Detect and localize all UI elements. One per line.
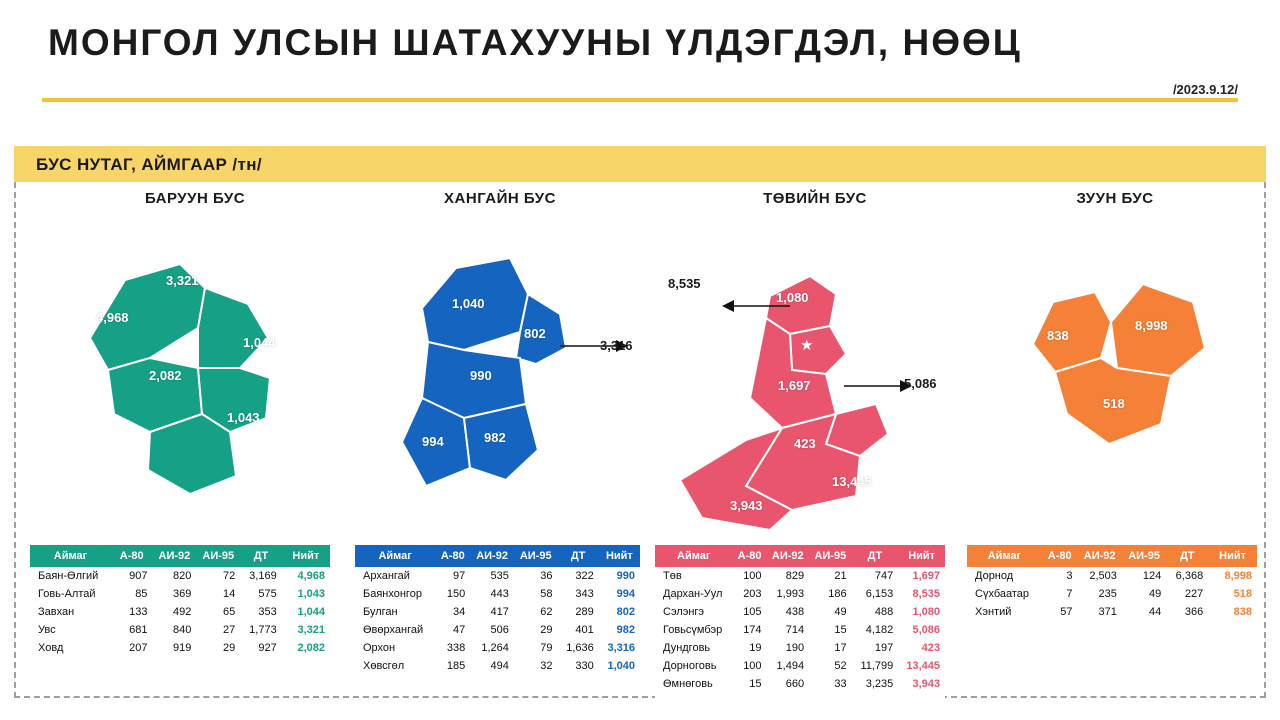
cell-ai95: 17 — [809, 639, 852, 657]
cell-a80: 2,013 — [111, 657, 152, 675]
cell-a80: 3 — [1042, 567, 1078, 585]
cell-niit: 982 — [599, 621, 640, 639]
cell-name: Говь-Алтай — [30, 585, 111, 603]
cell-ai95: 186 — [809, 585, 852, 603]
cell-niit: 838 — [1208, 603, 1257, 621]
cell-ai92: 506 — [470, 621, 514, 639]
col-dt: ДТ — [867, 550, 883, 562]
map-baruun — [30, 218, 360, 518]
cell-ai92: 369 — [152, 585, 196, 603]
cell-ai92: 919 — [152, 639, 196, 657]
cell-dt: 927 — [240, 639, 281, 657]
cell-ai92: 535 — [470, 567, 514, 585]
table-total-row — [967, 621, 1257, 639]
cell-a80: 34 — [435, 603, 470, 621]
table-tuv — [655, 545, 945, 711]
table-row — [355, 657, 640, 675]
cell-dt: 488 — [852, 603, 899, 621]
cell-dt: 401 — [558, 621, 599, 639]
map-value-tuv-1: 1,080 — [776, 290, 809, 305]
region-title-baruun: БАРУУН БУС — [144, 190, 246, 207]
cell-ai95: 36 — [514, 567, 558, 585]
cell-niit: 1,080 — [898, 603, 945, 621]
cell-ai95: 44 — [1122, 603, 1166, 621]
cell-dt: 289 — [558, 603, 599, 621]
col-niit: Нийт — [605, 550, 633, 562]
cell-ai92: 443 — [470, 585, 514, 603]
table-row — [30, 603, 330, 621]
table-row — [967, 585, 1257, 603]
cell-niit: 3,316 — [599, 639, 640, 657]
cell-niit: 5,086 — [898, 621, 945, 639]
cell-niit: 4,968 — [282, 567, 330, 585]
col-ai92: АИ-92 — [476, 550, 508, 562]
cell-a80: 100 — [733, 567, 767, 585]
cell-ai92: 1,993 — [767, 585, 810, 603]
cell-a80: 97 — [435, 567, 470, 585]
map-value-hangai-2: 802 — [524, 326, 546, 341]
map-value-zuun-1: 838 — [1047, 328, 1069, 343]
table-total-row — [355, 675, 640, 693]
cell-ai92: 820 — [152, 567, 196, 585]
cell-a80: 133 — [111, 603, 152, 621]
table-row — [30, 621, 330, 639]
cell-niit: 13,445 — [898, 657, 945, 675]
table-total-row — [30, 657, 330, 675]
cell-a80: 174 — [733, 621, 767, 639]
cell-ai95: 65 — [196, 603, 240, 621]
table-row — [655, 621, 945, 639]
cell-niit: 1,043 — [282, 585, 330, 603]
map-value-tuv-2: 1,697 — [778, 378, 811, 393]
table-row — [355, 621, 640, 639]
callout-value-tuv-right: 5,086 — [904, 376, 937, 391]
cell-a80: 85 — [111, 585, 152, 603]
map-value-hangai-5: 982 — [484, 430, 506, 445]
map-value-zuun-2: 8,998 — [1135, 318, 1168, 333]
cell-name: Дундговь — [655, 639, 733, 657]
col-niit: Нийт — [1219, 550, 1247, 562]
cell-name: Нийт — [655, 693, 733, 711]
map-value-hangai-4: 994 — [422, 434, 444, 449]
cell-a80: 105 — [733, 603, 767, 621]
cell-dt: 1,773 — [240, 621, 281, 639]
cell-name: Өмнөговь — [655, 675, 733, 693]
map-value-baruun-3: 1,044 — [243, 335, 276, 350]
cell-a80: 100 — [733, 657, 767, 675]
col-aimag: Аймаг — [987, 550, 1022, 562]
map-zuun — [975, 218, 1255, 518]
cell-niit: 3,321 — [282, 621, 330, 639]
header-bar — [0, 0, 1280, 105]
cell-ai95: 58 — [514, 585, 558, 603]
cell-ai95: 21 — [809, 567, 852, 585]
cell-dt: 330 — [558, 657, 599, 675]
cell-dt: 353 — [240, 603, 281, 621]
col-a80: А-80 — [440, 550, 465, 562]
cell-dt: 6,798 — [240, 657, 281, 675]
col-a80: А-80 — [1047, 550, 1072, 562]
cell-niit: 12,458 — [282, 657, 330, 675]
table-row — [655, 675, 945, 693]
cell-ai95: 124 — [1122, 567, 1166, 585]
cell-ai95: 14 — [196, 585, 240, 603]
cell-niit: 2,082 — [282, 639, 330, 657]
cell-name: Сүхбаатар — [967, 585, 1042, 603]
cell-name: Өвөрхангай — [355, 621, 435, 639]
table-row — [655, 639, 945, 657]
cell-ai92: 840 — [152, 621, 196, 639]
col-niit: Нийт — [292, 550, 320, 562]
cell-a80: 338 — [435, 639, 470, 657]
cell-ai95: 27 — [196, 621, 240, 639]
cell-ai95: 49 — [1122, 585, 1166, 603]
cell-dt: 6,368 — [1166, 567, 1208, 585]
col-ai95: АИ-95 — [1128, 550, 1160, 562]
cell-name: Булган — [355, 603, 435, 621]
table-row — [967, 603, 1257, 621]
cell-name: Хэнтий — [967, 603, 1042, 621]
cell-name: Төв — [655, 567, 733, 585]
cell-niit: 8,998 — [1208, 567, 1257, 585]
table-baruun — [30, 545, 330, 675]
table-hangai — [355, 545, 640, 693]
cell-a80: 47 — [435, 621, 470, 639]
col-aimag: Аймаг — [677, 550, 711, 562]
cell-ai92: 1,494 — [767, 657, 810, 675]
cell-ai92: 2,503 — [1077, 567, 1121, 585]
col-dt: ДТ — [1179, 550, 1195, 562]
cell-dt: 343 — [558, 585, 599, 603]
cell-ai92: 417 — [470, 603, 514, 621]
cell-a80: 716 — [733, 693, 767, 711]
table-row — [967, 567, 1257, 585]
callout-arrow-tuv-left — [720, 296, 792, 316]
col-ai92: АИ-92 — [771, 550, 804, 562]
section-label: БУС НУТАГ, АЙМГААР /тн/ — [36, 155, 263, 174]
cell-name: Дорноговь — [655, 657, 733, 675]
map-value-hangai-3: 990 — [470, 368, 492, 383]
table-row — [655, 603, 945, 621]
cell-ai92: 438 — [767, 603, 810, 621]
col-ai95: АИ-95 — [519, 550, 552, 562]
cell-name: Дорнод — [967, 567, 1042, 585]
cell-dt: 197 — [852, 639, 899, 657]
cell-dt: 747 — [852, 567, 899, 585]
cell-ai95: 216 — [1122, 621, 1166, 639]
map-hangai — [360, 218, 640, 518]
cell-dt: 366 — [1166, 603, 1208, 621]
date-label: /2023.9.12/ — [1172, 82, 1238, 97]
cell-a80: 203 — [733, 585, 767, 603]
title-divider — [42, 98, 1238, 102]
table-row — [655, 585, 945, 603]
map-value-baruun-1: 3,321 — [166, 273, 199, 288]
col-ai92: АИ-92 — [1083, 550, 1116, 562]
cell-name: Нийт — [967, 621, 1042, 639]
cell-name: Дархан-Уул — [655, 585, 733, 603]
table-row — [30, 567, 330, 585]
cell-ai95: 62 — [514, 603, 558, 621]
cell-dt: 227 — [1166, 585, 1208, 603]
region-title-zuun: ЗУУН БУС — [1076, 190, 1154, 207]
cell-a80: 907 — [111, 567, 152, 585]
cell-niit: 8,125 — [599, 675, 640, 693]
cell-ai92: 235 — [1077, 585, 1121, 603]
cell-ai92: 3,109 — [1077, 621, 1121, 639]
map-value-baruun-4: 2,082 — [149, 368, 182, 383]
cell-dt: 322 — [558, 567, 599, 585]
table-row — [355, 639, 640, 657]
cell-ai92: 1,264 — [470, 639, 514, 657]
cell-name: Баянхонгор — [355, 585, 435, 603]
col-a80: А-80 — [737, 550, 762, 562]
cell-ai95: 52 — [809, 657, 852, 675]
region-title-tuv: ТӨВИЙН БУС — [763, 190, 867, 207]
map-value-baruun-5: 1,043 — [227, 410, 260, 425]
map-value-tuv-3: 423 — [794, 436, 816, 451]
map-value-zuun-3: 518 — [1103, 396, 1125, 411]
cell-name: Архангай — [355, 567, 435, 585]
cell-niit: 1,697 — [898, 567, 945, 585]
cell-ai92: 190 — [767, 639, 810, 657]
cell-name: Нийт — [355, 675, 435, 693]
cell-niit: 990 — [599, 567, 640, 585]
cell-a80: 207 — [111, 639, 152, 657]
cell-dt: 1,636 — [558, 639, 599, 657]
cell-ai92: 3,659 — [470, 675, 514, 693]
cell-niit: 518 — [1208, 585, 1257, 603]
cell-ai95: 33 — [809, 675, 852, 693]
map-value-hangai-1: 1,040 — [452, 296, 485, 311]
col-ai92: АИ-92 — [158, 550, 191, 562]
cell-ai95: 294 — [514, 675, 558, 693]
cell-name: Завхан — [30, 603, 111, 621]
col-dt: ДТ — [570, 550, 586, 562]
table-row — [30, 639, 330, 657]
cell-niit: 3,943 — [898, 675, 945, 693]
table-row — [355, 603, 640, 621]
cell-niit: 994 — [599, 585, 640, 603]
cell-ai92: 492 — [152, 603, 196, 621]
callout-value-hangai: 3,316 — [600, 338, 633, 353]
cell-a80: 57 — [1042, 603, 1078, 621]
cell-niit: 802 — [599, 603, 640, 621]
cell-a80: 7 — [1042, 585, 1078, 603]
cell-niit: 8,535 — [898, 585, 945, 603]
page-title: МОНГОЛ УЛСЫН ШАТАХУУНЫ ҮЛДЭГДЭЛ, НӨӨЦ — [48, 22, 1022, 63]
cell-ai95: 29 — [196, 639, 240, 657]
cell-ai95: 32 — [514, 657, 558, 675]
col-aimag: Аймаг — [378, 550, 412, 562]
region-title-hangai: ХАНГАЙН БУС — [444, 190, 556, 207]
col-a80: А-80 — [119, 550, 144, 562]
map-value-tuv-5: 3,943 — [730, 498, 763, 513]
capital-star-icon: ★ — [800, 337, 814, 354]
cell-a80: 851 — [435, 675, 470, 693]
map-value-tuv-4: 13,445 — [832, 474, 872, 489]
cell-dt: 3,320 — [558, 675, 599, 693]
cell-ai95: 79 — [514, 639, 558, 657]
table-zuun — [967, 545, 1257, 639]
cell-ai92: 6,318 — [767, 693, 810, 711]
cell-dt: 26,802 — [852, 693, 899, 711]
cell-a80: 15 — [733, 675, 767, 693]
cell-name: Ховд — [30, 639, 111, 657]
cell-ai95: 72 — [196, 567, 240, 585]
section-band — [14, 146, 1266, 182]
col-dt: ДТ — [253, 550, 269, 562]
cell-name: Говьсүмбэр — [655, 621, 733, 639]
cell-a80: 681 — [111, 621, 152, 639]
table-row — [655, 657, 945, 675]
cell-a80: 67 — [1042, 621, 1078, 639]
map-value-baruun-2: 4,968 — [96, 310, 129, 325]
cell-ai92: 660 — [767, 675, 810, 693]
cell-name: Баян-Өлгий — [30, 567, 111, 585]
cell-dt: 6,962 — [1166, 621, 1208, 639]
cell-ai95: 208 — [196, 657, 240, 675]
table-row — [355, 585, 640, 603]
cell-ai92: 714 — [767, 621, 810, 639]
cell-ai95: 49 — [809, 603, 852, 621]
cell-niit: 10,354 — [1208, 621, 1257, 639]
cell-dt: 3,169 — [240, 567, 281, 585]
cell-name: Нийт — [30, 657, 111, 675]
cell-a80: 150 — [435, 585, 470, 603]
table-total-row — [655, 693, 945, 711]
cell-ai92: 371 — [1077, 603, 1121, 621]
cell-name: Орхон — [355, 639, 435, 657]
cell-dt: 3,235 — [852, 675, 899, 693]
table-row — [30, 585, 330, 603]
cell-dt: 4,182 — [852, 621, 899, 639]
cell-ai92: 494 — [470, 657, 514, 675]
callout-value-tuv-left: 8,535 — [668, 276, 701, 291]
cell-name: Хөвсгөл — [355, 657, 435, 675]
cell-dt: 11,799 — [852, 657, 899, 675]
cell-name: Увс — [30, 621, 111, 639]
cell-ai95: 29 — [514, 621, 558, 639]
cell-niit: 34,209 — [898, 693, 945, 711]
cell-niit: 1,040 — [599, 657, 640, 675]
map-tuv — [650, 218, 980, 518]
table-row — [355, 567, 640, 585]
cell-ai95: 374 — [809, 693, 852, 711]
cell-a80: 185 — [435, 657, 470, 675]
cell-ai95: 15 — [809, 621, 852, 639]
cell-ai92: 829 — [767, 567, 810, 585]
cell-dt: 6,153 — [852, 585, 899, 603]
cell-niit: 423 — [898, 639, 945, 657]
cell-niit: 1,044 — [282, 603, 330, 621]
cell-dt: 575 — [240, 585, 281, 603]
col-aimag: Аймаг — [53, 550, 88, 562]
col-ai95: АИ-95 — [202, 550, 235, 562]
cell-name: Сэлэнгэ — [655, 603, 733, 621]
col-ai95: АИ-95 — [814, 550, 847, 562]
table-row — [655, 567, 945, 585]
cell-a80: 19 — [733, 639, 767, 657]
cell-ai92: 3,440 — [152, 657, 196, 675]
col-niit: Нийт — [908, 550, 936, 562]
